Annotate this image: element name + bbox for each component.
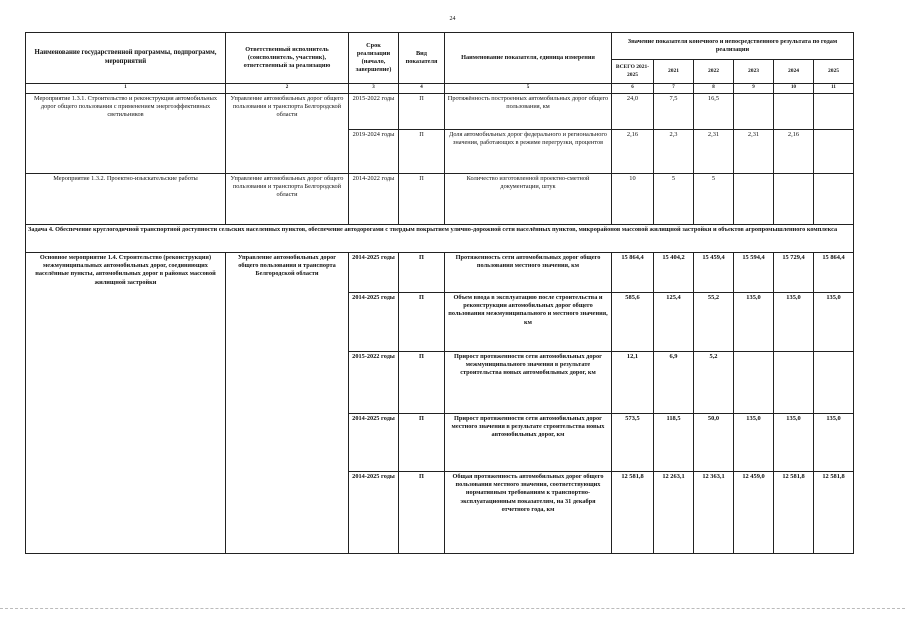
value-year: 50,0 (694, 414, 734, 472)
value-year (814, 352, 854, 414)
value-total: 2,16 (612, 130, 654, 174)
column-index: 5 (445, 84, 612, 94)
indicator-table (25, 32, 854, 554)
value-year (734, 352, 774, 414)
event-term: 2019-2024 годы (349, 130, 399, 174)
value-year: 135,0 (814, 293, 854, 352)
value-year: 135,0 (734, 414, 774, 472)
value-total: 12 581,8 (612, 472, 654, 554)
value-year: 12 459,0 (734, 472, 774, 554)
page-number: 24 (449, 16, 456, 22)
value-year: 6,9 (654, 352, 694, 414)
column-index: 2 (226, 84, 349, 94)
value-total: 12,1 (612, 352, 654, 414)
value-year (734, 94, 774, 130)
indicator-name: Прирост протяженности сети автомобильных дорог межмуниципального значения в результате строительства новых автомобильных дорог, км (445, 352, 612, 414)
header-type: Вид показателя (399, 33, 445, 84)
event-executor: Управление автомобильных дорог общего пользования и транспорта Белгородской области (226, 174, 349, 225)
event-term: 2014-2025 годы (349, 472, 399, 554)
column-index: 7 (654, 84, 694, 94)
event-term: 2014-2022 годы (349, 174, 399, 225)
header-indicator: Наименование показателя, единица измерения (445, 33, 612, 84)
value-year: 12 581,8 (774, 472, 814, 554)
value-year: 118,5 (654, 414, 694, 472)
value-total: 15 864,4 (612, 253, 654, 293)
value-total: 24,0 (612, 94, 654, 130)
value-year: 135,0 (774, 293, 814, 352)
indicator-type: П (399, 130, 445, 174)
value-year: 5 (694, 174, 734, 225)
header-values: Значение показателя конечного и непосредственного результата по годам реализации (612, 33, 854, 60)
header-term: Срок реализации (начало, завершение) (349, 33, 399, 84)
value-year: 135,0 (774, 414, 814, 472)
indicator-name: Общая протяженность автомобильных дорог общего пользования местного значения, соответствующих нормативным требованиям к транспортно-эксплуатационным показателям, на 31 декабря отчетного года, км (445, 472, 612, 554)
event-term: 2015-2022 годы (349, 94, 399, 130)
value-year: 2,16 (774, 130, 814, 174)
main-event-executor: Управление автомобильных дорог общего пользования и транспорта Белгородской области (226, 253, 349, 554)
value-year: 12 263,1 (654, 472, 694, 554)
indicator-type: П (399, 414, 445, 472)
header-name: Наименование государственной программы, подпрограмм, мероприятий (26, 33, 226, 84)
event-term: 2015-2022 годы (349, 352, 399, 414)
value-year: 5,2 (694, 352, 734, 414)
header-year: 2023 (734, 60, 774, 84)
value-total: 10 (612, 174, 654, 225)
value-year: 2,31 (694, 130, 734, 174)
table-row (26, 94, 854, 130)
value-total: 573,5 (612, 414, 654, 472)
indicator-type: П (399, 352, 445, 414)
column-index: 9 (734, 84, 774, 94)
indicator-type: П (399, 472, 445, 554)
event-name: Мероприятие 1.3.2. Проектно-изыскательские работы (26, 174, 226, 225)
value-year (774, 174, 814, 225)
indicator-type: П (399, 293, 445, 352)
indicator-name: Протяженность сети автомобильных дорог общего пользования местного значения, км (445, 253, 612, 293)
value-year: 15 864,4 (814, 253, 854, 293)
header-year: 2025 (814, 60, 854, 84)
value-year (814, 94, 854, 130)
column-index-row (26, 84, 854, 94)
column-index: 10 (774, 84, 814, 94)
value-year (814, 130, 854, 174)
header-total: ВСЕГО 2021-2025 (612, 60, 654, 84)
value-year: 12 581,8 (814, 472, 854, 554)
value-year: 7,5 (654, 94, 694, 130)
value-year: 2,31 (734, 130, 774, 174)
column-index: 4 (399, 84, 445, 94)
column-index: 3 (349, 84, 399, 94)
column-index: 8 (694, 84, 734, 94)
header-year: 2021 (654, 60, 694, 84)
value-year: 135,0 (734, 293, 774, 352)
indicator-name: Доля автомобильных дорог федерального и регионального значения, работающих в режиме перегрузки, процентов (445, 130, 612, 174)
column-index: 11 (814, 84, 854, 94)
value-year: 2,3 (654, 130, 694, 174)
value-year: 15 459,4 (694, 253, 734, 293)
value-year: 12 363,1 (694, 472, 734, 554)
value-year: 15 594,4 (734, 253, 774, 293)
value-year (814, 174, 854, 225)
value-year: 15 729,4 (774, 253, 814, 293)
event-term: 2014-2025 годы (349, 293, 399, 352)
value-total: 585,6 (612, 293, 654, 352)
header-year: 2024 (774, 60, 814, 84)
event-term: 2014-2025 годы (349, 253, 399, 293)
scan-edge-line (0, 608, 905, 609)
indicator-name: Объем ввода в эксплуатацию после строительства и реконструкции автомобильных дорог общего пользования межмуниципального и местного значения, км (445, 293, 612, 352)
header-year: 2022 (694, 60, 734, 84)
event-name: Мероприятие 1.3.1. Строительство и реконструкция автомобильных дорог общего пользования с применением энергоэффективных светильников (26, 94, 226, 174)
column-index: 6 (612, 84, 654, 94)
column-index: 1 (26, 84, 226, 94)
task-row (26, 225, 854, 253)
value-year: 5 (654, 174, 694, 225)
event-term: 2014-2025 годы (349, 414, 399, 472)
task-title: Задача 4. Обеспечение круглогодичной транспортной доступности сельских населенных пунктов, обеспечение автодорогами с твердым покрытием улично-дорожной сети населённых пунктов, микрорайонов массовой жилищной застройки и объектов агропромышленного комплекса (26, 225, 854, 253)
indicator-name: Количество изготовленной проектно-сметной документации, штук (445, 174, 612, 225)
value-year (774, 352, 814, 414)
value-year: 55,2 (694, 293, 734, 352)
main-event-name: Основное мероприятие 1.4. Строительство (реконструкция) межмуниципальных автомобильных дорог, соединяющих населённые пункты, автомобильных дорог в районах массовой жилищной застройки (26, 253, 226, 554)
table-row (26, 174, 854, 225)
value-year (734, 174, 774, 225)
value-year: 125,4 (654, 293, 694, 352)
indicator-type: П (399, 253, 445, 293)
value-year (774, 94, 814, 130)
indicator-name: Прирост протяженности сети автомобильных дорог местного значения в результате строительства новых автомобильных дорог, км (445, 414, 612, 472)
indicator-type: П (399, 94, 445, 130)
value-year: 15 404,2 (654, 253, 694, 293)
indicator-name: Протяжённость построенных автомобильных дорог общего пользования, км (445, 94, 612, 130)
indicator-type: П (399, 174, 445, 225)
value-year: 135,0 (814, 414, 854, 472)
table-row (26, 253, 854, 293)
event-executor: Управление автомобильных дорог общего пользования и транспорта Белгородской области (226, 94, 349, 174)
header-executor: Ответственный исполнитель (соисполнитель, участник), ответственный за реализацию (226, 33, 349, 84)
value-year: 16,5 (694, 94, 734, 130)
